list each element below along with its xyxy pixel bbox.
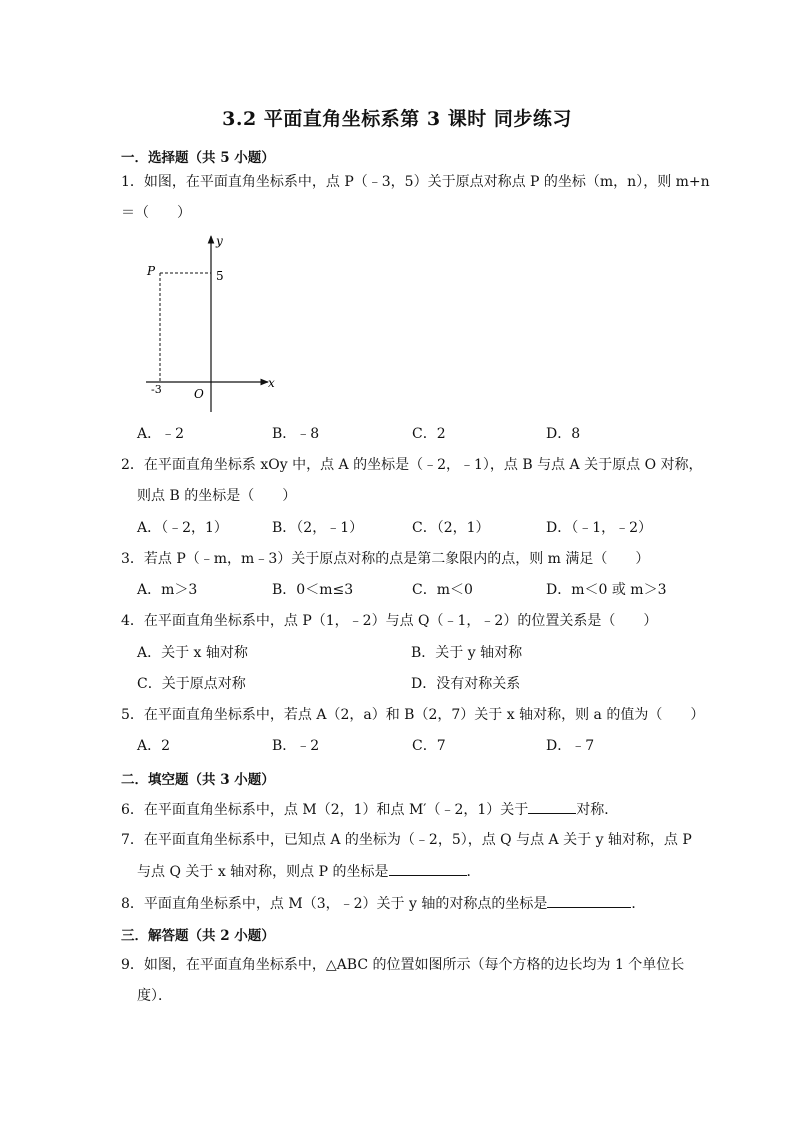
question-5-line-1: 5．在平面直角坐标系中，若点 A（2，a）和 B（2，7）关于 x 轴对称，则 a 的值为（ ） xyxy=(121,707,705,723)
x-axis-label: x xyxy=(268,376,275,390)
section-heading-fill-in: 二．填空题（共 3 小题） xyxy=(121,772,275,788)
question-6-text: 6．在平面直角坐标系中，点 M（2，1）和点 M′（﹣2，1）关于 xyxy=(121,802,529,818)
option-c[interactable]: C．2 xyxy=(412,426,446,442)
question-9-line-1: 9．如图，在平面直角坐标系中，△ABC 的位置如图所示（每个方格的边长均为 1 个单位长 xyxy=(121,957,685,973)
option-b[interactable]: B．0＜m≤3 xyxy=(272,582,354,598)
option-c[interactable]: C．关于原点对称 xyxy=(137,676,246,692)
question-7-line-2 xyxy=(137,861,481,882)
question-3-options xyxy=(137,580,697,600)
page-title: 3.2 平面直角坐标系第 3 课时 同步练习 xyxy=(222,108,572,130)
question-1-options xyxy=(137,424,697,444)
option-a[interactable]: A．﹣2 xyxy=(137,426,185,442)
option-d[interactable]: D．m＜0 或 m＞3 xyxy=(546,582,667,598)
question-8-text: 8．平面直角坐标系中，点 M（3，﹣2）关于 y 轴的对称点的坐标是 xyxy=(121,896,548,912)
origin-label: O xyxy=(194,387,204,401)
option-b[interactable]: B．关于 y 轴对称 xyxy=(411,645,523,661)
question-7-line-1: 7．在平面直角坐标系中，已知点 A 的坐标为（﹣2，5），点 Q 与点 A 关于 y 轴对称，点 P xyxy=(121,832,692,848)
section-heading-solve: 三．解答题（共 2 小题） xyxy=(121,928,275,944)
question-4-options-row-2 xyxy=(137,674,697,694)
y-axis-label: y xyxy=(216,234,223,248)
section-heading-choice: 一．选择题（共 5 小题） xyxy=(121,150,275,166)
question-7-tail: ． xyxy=(466,864,481,880)
question-4-line-1: 4．在平面直角坐标系中，点 P（1，﹣2）与点 Q（﹣1，﹣2）的位置关系是（ ） xyxy=(121,613,658,629)
question-1-line-1: 1．如图，在平面直角坐标系中，点 P（﹣3，5）关于原点对称点 P 的坐标（m，n），则 m+n xyxy=(121,174,710,190)
option-b[interactable]: B．﹣8 xyxy=(272,426,320,442)
question-8-tail: ． xyxy=(631,896,646,912)
question-6-tail: 对称． xyxy=(576,802,619,818)
question-6 xyxy=(121,799,681,820)
question-1-line-2: ＝（ ） xyxy=(121,205,191,221)
question-9-line-2: 度）． xyxy=(137,988,172,1004)
tick-label-5: 5 xyxy=(216,269,224,283)
option-c[interactable]: C．7 xyxy=(412,738,446,754)
option-c[interactable]: C．m＜0 xyxy=(412,582,473,598)
option-a[interactable]: A．m＞3 xyxy=(137,582,198,598)
question-4-options-row-1 xyxy=(137,643,697,663)
question-7-text: 与点 Q 关于 x 轴对称，则点 P 的坐标是 xyxy=(137,864,389,880)
coordinate-figure xyxy=(140,230,290,420)
option-d[interactable]: D．8 xyxy=(546,426,581,442)
option-b[interactable]: B．（2，﹣1） xyxy=(272,520,364,536)
option-a[interactable]: A．（﹣2，1） xyxy=(137,520,228,536)
question-8 xyxy=(121,893,681,914)
question-2-line-1: 2．在平面直角坐标系 xOy 中，点 A 的坐标是（﹣2，﹣1），点 B 与点 A 关于原点 O 对称， xyxy=(121,457,703,473)
question-2-options xyxy=(137,518,697,538)
option-a[interactable]: A．2 xyxy=(137,738,171,754)
tick-label-neg3: -3 xyxy=(151,383,162,396)
answer-blank[interactable] xyxy=(528,799,576,814)
option-d[interactable]: D．﹣7 xyxy=(546,738,595,754)
point-p-label: P xyxy=(147,264,156,278)
answer-blank[interactable] xyxy=(547,893,631,908)
option-c[interactable]: C．（2，1） xyxy=(412,520,490,536)
question-2-line-2: 则点 B 的坐标是（ ） xyxy=(137,488,297,504)
option-b[interactable]: B．﹣2 xyxy=(272,738,320,754)
option-d[interactable]: D．没有对称关系 xyxy=(411,676,521,692)
answer-blank[interactable] xyxy=(389,861,467,876)
question-5-options xyxy=(137,736,697,756)
question-3-line-1: 3．若点 P（﹣m，m﹣3）关于原点对称的点是第二象限内的点，则 m 满足（ ） xyxy=(121,551,650,567)
option-d[interactable]: D．（﹣1，﹣2） xyxy=(546,520,653,536)
option-a[interactable]: A．关于 x 轴对称 xyxy=(137,645,248,661)
